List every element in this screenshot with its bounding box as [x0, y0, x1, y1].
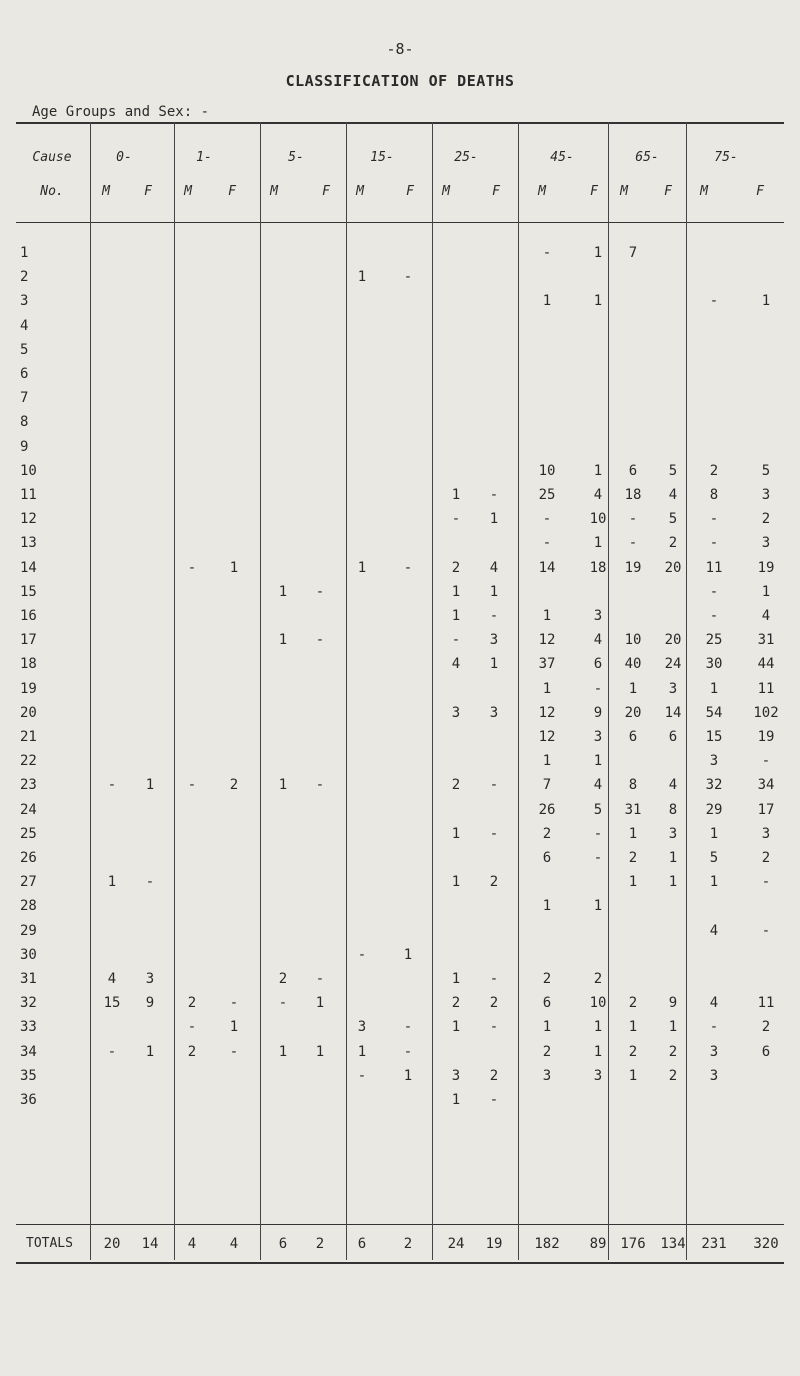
table-cell: 2 — [628, 850, 638, 866]
table-cell: 1 — [628, 1019, 638, 1035]
cause-number: 21 — [20, 729, 37, 745]
table-cell: 4 — [107, 971, 117, 987]
table-cell: - — [145, 874, 155, 890]
table-cell: 1 — [107, 874, 117, 890]
cause-number: 35 — [20, 1068, 37, 1084]
table-cell: 3 — [761, 535, 771, 551]
cause-number: 25 — [20, 826, 37, 842]
table-cell: 3 — [542, 1068, 552, 1084]
table-cell: 4 — [709, 923, 719, 939]
table-cell: 12 — [538, 632, 556, 648]
table-cell: 5 — [668, 463, 678, 479]
table-cell: - — [709, 511, 719, 527]
table-cell: 1 — [628, 1068, 638, 1084]
cause-number: 1 — [20, 245, 29, 261]
table-cell: 9 — [145, 995, 155, 1011]
table-cell: 26 — [538, 802, 556, 818]
table-cell: 1 — [451, 584, 461, 600]
cause-number: 23 — [20, 777, 37, 793]
sex-header-f: F — [228, 184, 236, 199]
table-cell: - — [357, 947, 367, 963]
table-cell: 4 — [593, 777, 603, 793]
table-cell: 1 — [315, 995, 325, 1011]
table-cell: 3 — [489, 705, 499, 721]
table-cell: - — [315, 777, 325, 793]
cause-number: 28 — [20, 898, 37, 914]
table-cell: 7 — [542, 777, 552, 793]
table-cell: 5 — [709, 850, 719, 866]
table-cell: 25 — [538, 487, 556, 503]
table-cell: 6 — [593, 656, 603, 672]
table-cell: - — [628, 535, 638, 551]
table-cell: 6 — [542, 850, 552, 866]
table-cell: 3 — [593, 729, 603, 745]
cause-number: 27 — [20, 874, 37, 890]
table-cell: 1 — [593, 898, 603, 914]
table-cell: 1 — [403, 1068, 413, 1084]
table-cell: - — [187, 777, 197, 793]
total-cell: 176 — [620, 1236, 646, 1252]
cause-number: 33 — [20, 1019, 37, 1035]
table-cell: - — [315, 584, 325, 600]
table-cell: 1 — [709, 826, 719, 842]
table-cell: 3 — [593, 608, 603, 624]
table-cell: 25 — [705, 632, 723, 648]
cause-number: 15 — [20, 584, 37, 600]
table-cell: 3 — [761, 487, 771, 503]
table-cell: 37 — [538, 656, 556, 672]
total-cell: 2 — [315, 1236, 325, 1252]
table-cell: 2 — [668, 1068, 678, 1084]
table-cell: 1 — [357, 560, 367, 576]
table-cell: 2 — [761, 1019, 771, 1035]
table-cell: 44 — [757, 656, 775, 672]
table-cell: - — [489, 1092, 499, 1108]
total-cell: 4 — [229, 1236, 239, 1252]
table-cell: 4 — [761, 608, 771, 624]
table-cell: 3 — [357, 1019, 367, 1035]
table-cell: 6 — [761, 1044, 771, 1060]
table-cell: 6 — [628, 729, 638, 745]
table-cell: 20 — [664, 632, 682, 648]
sex-header-m: M — [270, 184, 278, 199]
table-cell: 24 — [664, 656, 682, 672]
sex-header-f: F — [406, 184, 414, 199]
table-cell: - — [315, 632, 325, 648]
table-cell: 4 — [709, 995, 719, 1011]
total-cell: 6 — [357, 1236, 367, 1252]
table-cell: 30 — [705, 656, 723, 672]
cause-number: 12 — [20, 511, 37, 527]
table-cell: 1 — [709, 874, 719, 890]
table-cell: 1 — [542, 753, 552, 769]
table-cell: 32 — [705, 777, 723, 793]
table-cell: - — [229, 1044, 239, 1060]
table-cell: - — [709, 535, 719, 551]
table-cell: 10 — [589, 995, 607, 1011]
table-cell: - — [489, 608, 499, 624]
table-cell: 3 — [668, 681, 678, 697]
table-cell: 4 — [451, 656, 461, 672]
cause-number: 10 — [20, 463, 37, 479]
table-cell: 2 — [451, 777, 461, 793]
age-group-header: 15- — [370, 150, 394, 165]
sex-header-m: M — [538, 184, 546, 199]
table-cell: 40 — [624, 656, 642, 672]
table-cell: - — [489, 777, 499, 793]
table-cell: - — [229, 995, 239, 1011]
table-cell: 4 — [668, 487, 678, 503]
table-cell: 3 — [451, 705, 461, 721]
table-cell: - — [593, 850, 603, 866]
table-cell: 29 — [705, 802, 723, 818]
cause-number: 19 — [20, 681, 37, 697]
table-cell: 1 — [593, 293, 603, 309]
table-cell: 1 — [593, 463, 603, 479]
table-cell: 1 — [489, 584, 499, 600]
table-cell: - — [542, 245, 552, 261]
sex-header-f: F — [492, 184, 500, 199]
table-cell: 3 — [145, 971, 155, 987]
table-cell: - — [107, 1044, 117, 1060]
table-cell: - — [315, 971, 325, 987]
table-cell: 6 — [668, 729, 678, 745]
table-cell: 2 — [709, 463, 719, 479]
table-cell: - — [403, 560, 413, 576]
table-cell: 1 — [145, 1044, 155, 1060]
table-cell: 15 — [705, 729, 723, 745]
cause-number: 18 — [20, 656, 37, 672]
cause-number: 11 — [20, 487, 37, 503]
table-cell: 9 — [668, 995, 678, 1011]
table-cell: 1 — [542, 608, 552, 624]
table-cell: 2 — [542, 971, 552, 987]
cause-number: 30 — [20, 947, 37, 963]
table-cell: 3 — [593, 1068, 603, 1084]
table-cell: - — [628, 511, 638, 527]
table-cell: 3 — [709, 1044, 719, 1060]
total-cell: 231 — [701, 1236, 727, 1252]
table-cell: 1 — [278, 584, 288, 600]
table-cell: 1 — [403, 947, 413, 963]
total-cell: 134 — [660, 1236, 686, 1252]
table-cell: 2 — [668, 535, 678, 551]
table-cell: - — [187, 560, 197, 576]
sex-header-m: M — [620, 184, 628, 199]
table-cell: 2 — [761, 511, 771, 527]
table-cell: - — [403, 1044, 413, 1060]
table-cell: 1 — [278, 777, 288, 793]
cause-number: 7 — [20, 390, 29, 406]
cause-number: 32 — [20, 995, 37, 1011]
table-cell: 15 — [103, 995, 121, 1011]
table-cell: 8 — [628, 777, 638, 793]
table-cell: - — [489, 826, 499, 842]
cause-number: 29 — [20, 923, 37, 939]
sex-header-m: M — [700, 184, 708, 199]
table-cell: 31 — [757, 632, 775, 648]
table-cell: 1 — [761, 293, 771, 309]
table-cell: - — [761, 874, 771, 890]
table-cell: 1 — [229, 1019, 239, 1035]
cause-number: 36 — [20, 1092, 37, 1108]
table-cell: 11 — [757, 681, 775, 697]
table-cell: - — [593, 826, 603, 842]
table-cell: 2 — [542, 1044, 552, 1060]
table-cell: 5 — [668, 511, 678, 527]
table-cell: - — [278, 995, 288, 1011]
table-cell: 6 — [542, 995, 552, 1011]
table-cell: 2 — [451, 560, 461, 576]
table-cell: 19 — [624, 560, 642, 576]
sex-header-m: M — [442, 184, 450, 199]
cause-number: 8 — [20, 414, 29, 430]
table-cell: 2 — [489, 995, 499, 1011]
table-cell: - — [542, 511, 552, 527]
table-cell: 1 — [542, 1019, 552, 1035]
table-cell: 20 — [664, 560, 682, 576]
cause-number: 3 — [20, 293, 29, 309]
table-cell: 14 — [538, 560, 556, 576]
table-cell: 5 — [593, 802, 603, 818]
table-cell: 19 — [757, 729, 775, 745]
total-cell: 19 — [485, 1236, 503, 1252]
table-cell: 1 — [628, 826, 638, 842]
table-cell: 2 — [761, 850, 771, 866]
table-cell: 1 — [761, 584, 771, 600]
table-cell: 1 — [278, 1044, 288, 1060]
table-cell: 2 — [187, 995, 197, 1011]
table-cell: 2 — [489, 874, 499, 890]
table-cell: - — [489, 487, 499, 503]
table-cell: 9 — [593, 705, 603, 721]
table-cell: 1 — [593, 1044, 603, 1060]
table-cell: 2 — [542, 826, 552, 842]
table-cell: 2 — [593, 971, 603, 987]
cause-number: 34 — [20, 1044, 37, 1060]
table-cell: 3 — [709, 753, 719, 769]
cause-number: 17 — [20, 632, 37, 648]
table-cell: 1 — [451, 1092, 461, 1108]
table-cell: 54 — [705, 705, 723, 721]
table-cell: 1 — [593, 753, 603, 769]
table-cell: 14 — [664, 705, 682, 721]
page-number: -8- — [386, 40, 414, 58]
table-cell: - — [357, 1068, 367, 1084]
table-cell: 3 — [668, 826, 678, 842]
table-cell: - — [489, 971, 499, 987]
table-cell: 19 — [757, 560, 775, 576]
table-cell: - — [709, 1019, 719, 1035]
table-cell: 2 — [668, 1044, 678, 1060]
table-cell: 10 — [589, 511, 607, 527]
table-cell: 1 — [451, 971, 461, 987]
table-cell: 4 — [593, 632, 603, 648]
table-cell: 1 — [451, 487, 461, 503]
age-group-header: 75- — [714, 150, 738, 165]
table-cell: 18 — [624, 487, 642, 503]
table-cell: 1 — [668, 1019, 678, 1035]
total-cell: 89 — [589, 1236, 607, 1252]
table-cell: - — [709, 584, 719, 600]
table-cell: 10 — [538, 463, 556, 479]
number-header: No. — [40, 184, 64, 199]
age-group-header: 45- — [550, 150, 574, 165]
table-cell: 1 — [668, 850, 678, 866]
table-cell: - — [403, 1019, 413, 1035]
total-cell: 6 — [278, 1236, 288, 1252]
table-cell: 1 — [709, 681, 719, 697]
table-cell: 1 — [542, 681, 552, 697]
table-cell: 1 — [229, 560, 239, 576]
table-cell: - — [593, 681, 603, 697]
table-cell: 1 — [451, 1019, 461, 1035]
table-cell: - — [451, 511, 461, 527]
cause-number: 31 — [20, 971, 37, 987]
table-cell: 1 — [315, 1044, 325, 1060]
total-cell: 24 — [447, 1236, 465, 1252]
table-cell: 1 — [357, 1044, 367, 1060]
table-cell: 2 — [187, 1044, 197, 1060]
table-cell: 1 — [593, 535, 603, 551]
total-cell: 20 — [103, 1236, 121, 1252]
cause-number: 22 — [20, 753, 37, 769]
cause-number: 6 — [20, 366, 29, 382]
table-cell: 20 — [624, 705, 642, 721]
sex-header-f: F — [322, 184, 330, 199]
sex-header-m: M — [184, 184, 192, 199]
table-cell: 12 — [538, 705, 556, 721]
table-cell: 1 — [489, 511, 499, 527]
table-cell: 2 — [451, 995, 461, 1011]
table-cell: 2 — [489, 1068, 499, 1084]
table-cell: 11 — [705, 560, 723, 576]
total-cell: 320 — [753, 1236, 779, 1252]
table-cell: 8 — [668, 802, 678, 818]
sex-header-m: M — [102, 184, 110, 199]
table-cell: - — [761, 923, 771, 939]
page-title: CLASSIFICATION OF DEATHS — [285, 72, 515, 90]
totals-label: TOTALS — [26, 1236, 73, 1251]
table-cell: 1 — [668, 874, 678, 890]
table-subtitle: Age Groups and Sex: - — [32, 104, 210, 120]
age-group-header: 65- — [635, 150, 659, 165]
table-cell: 8 — [709, 487, 719, 503]
table-cell: - — [451, 632, 461, 648]
table-cell: - — [107, 777, 117, 793]
table-cell: 1 — [145, 777, 155, 793]
sex-header-f: F — [590, 184, 598, 199]
table-cell: 2 — [229, 777, 239, 793]
table-cell: 1 — [628, 681, 638, 697]
table-cell: 12 — [538, 729, 556, 745]
table-cell: 1 — [451, 608, 461, 624]
cause-number: 2 — [20, 269, 29, 285]
table-cell: 7 — [628, 245, 638, 261]
total-cell: 4 — [187, 1236, 197, 1252]
age-group-header: 0- — [116, 150, 132, 165]
table-cell: - — [489, 1019, 499, 1035]
table-cell: 4 — [489, 560, 499, 576]
total-cell: 182 — [534, 1236, 560, 1252]
sex-header-m: M — [356, 184, 364, 199]
table-cell: 1 — [542, 293, 552, 309]
cause-number: 4 — [20, 318, 29, 334]
table-cell: 1 — [451, 874, 461, 890]
table-cell: 1 — [593, 245, 603, 261]
cause-number: 16 — [20, 608, 37, 624]
table-cell: - — [187, 1019, 197, 1035]
table-cell: - — [542, 535, 552, 551]
table-cell: 1 — [451, 826, 461, 842]
cause-number: 24 — [20, 802, 37, 818]
sex-header-f: F — [664, 184, 672, 199]
table-cell: 34 — [757, 777, 775, 793]
table-cell: 31 — [624, 802, 642, 818]
table-cell: 2 — [628, 1044, 638, 1060]
cause-number: 13 — [20, 535, 37, 551]
table-cell: 1 — [542, 898, 552, 914]
cause-number: 14 — [20, 560, 37, 576]
table-cell: - — [709, 293, 719, 309]
table-cell: - — [709, 608, 719, 624]
table-cell: - — [403, 269, 413, 285]
table-cell: 102 — [753, 705, 779, 721]
table-cell: 1 — [357, 269, 367, 285]
table-cell: 2 — [278, 971, 288, 987]
age-group-header: 5- — [288, 150, 304, 165]
cause-number: 9 — [20, 439, 29, 455]
table-cell: 4 — [593, 487, 603, 503]
table-cell: 4 — [668, 777, 678, 793]
cause-header: Cause — [32, 150, 72, 165]
table-cell: 2 — [628, 995, 638, 1011]
sex-header-f: F — [756, 184, 764, 199]
table-cell: 18 — [589, 560, 607, 576]
table-cell: 1 — [278, 632, 288, 648]
total-cell: 2 — [403, 1236, 413, 1252]
cause-number: 26 — [20, 850, 37, 866]
table-cell: 1 — [628, 874, 638, 890]
table-cell: 17 — [757, 802, 775, 818]
table-cell: 1 — [593, 1019, 603, 1035]
table-cell: 1 — [489, 656, 499, 672]
table-cell: 5 — [761, 463, 771, 479]
table-cell: 3 — [489, 632, 499, 648]
table-cell: 11 — [757, 995, 775, 1011]
table-cell: - — [761, 753, 771, 769]
age-group-header: 1- — [196, 150, 212, 165]
cause-number: 5 — [20, 342, 29, 358]
age-group-header: 25- — [454, 150, 478, 165]
table-cell: 6 — [628, 463, 638, 479]
table-cell: 3 — [451, 1068, 461, 1084]
table-cell: 3 — [709, 1068, 719, 1084]
cause-number: 20 — [20, 705, 37, 721]
table-cell: 10 — [624, 632, 642, 648]
total-cell: 14 — [141, 1236, 159, 1252]
table-cell: 3 — [761, 826, 771, 842]
sex-header-f: F — [144, 184, 152, 199]
